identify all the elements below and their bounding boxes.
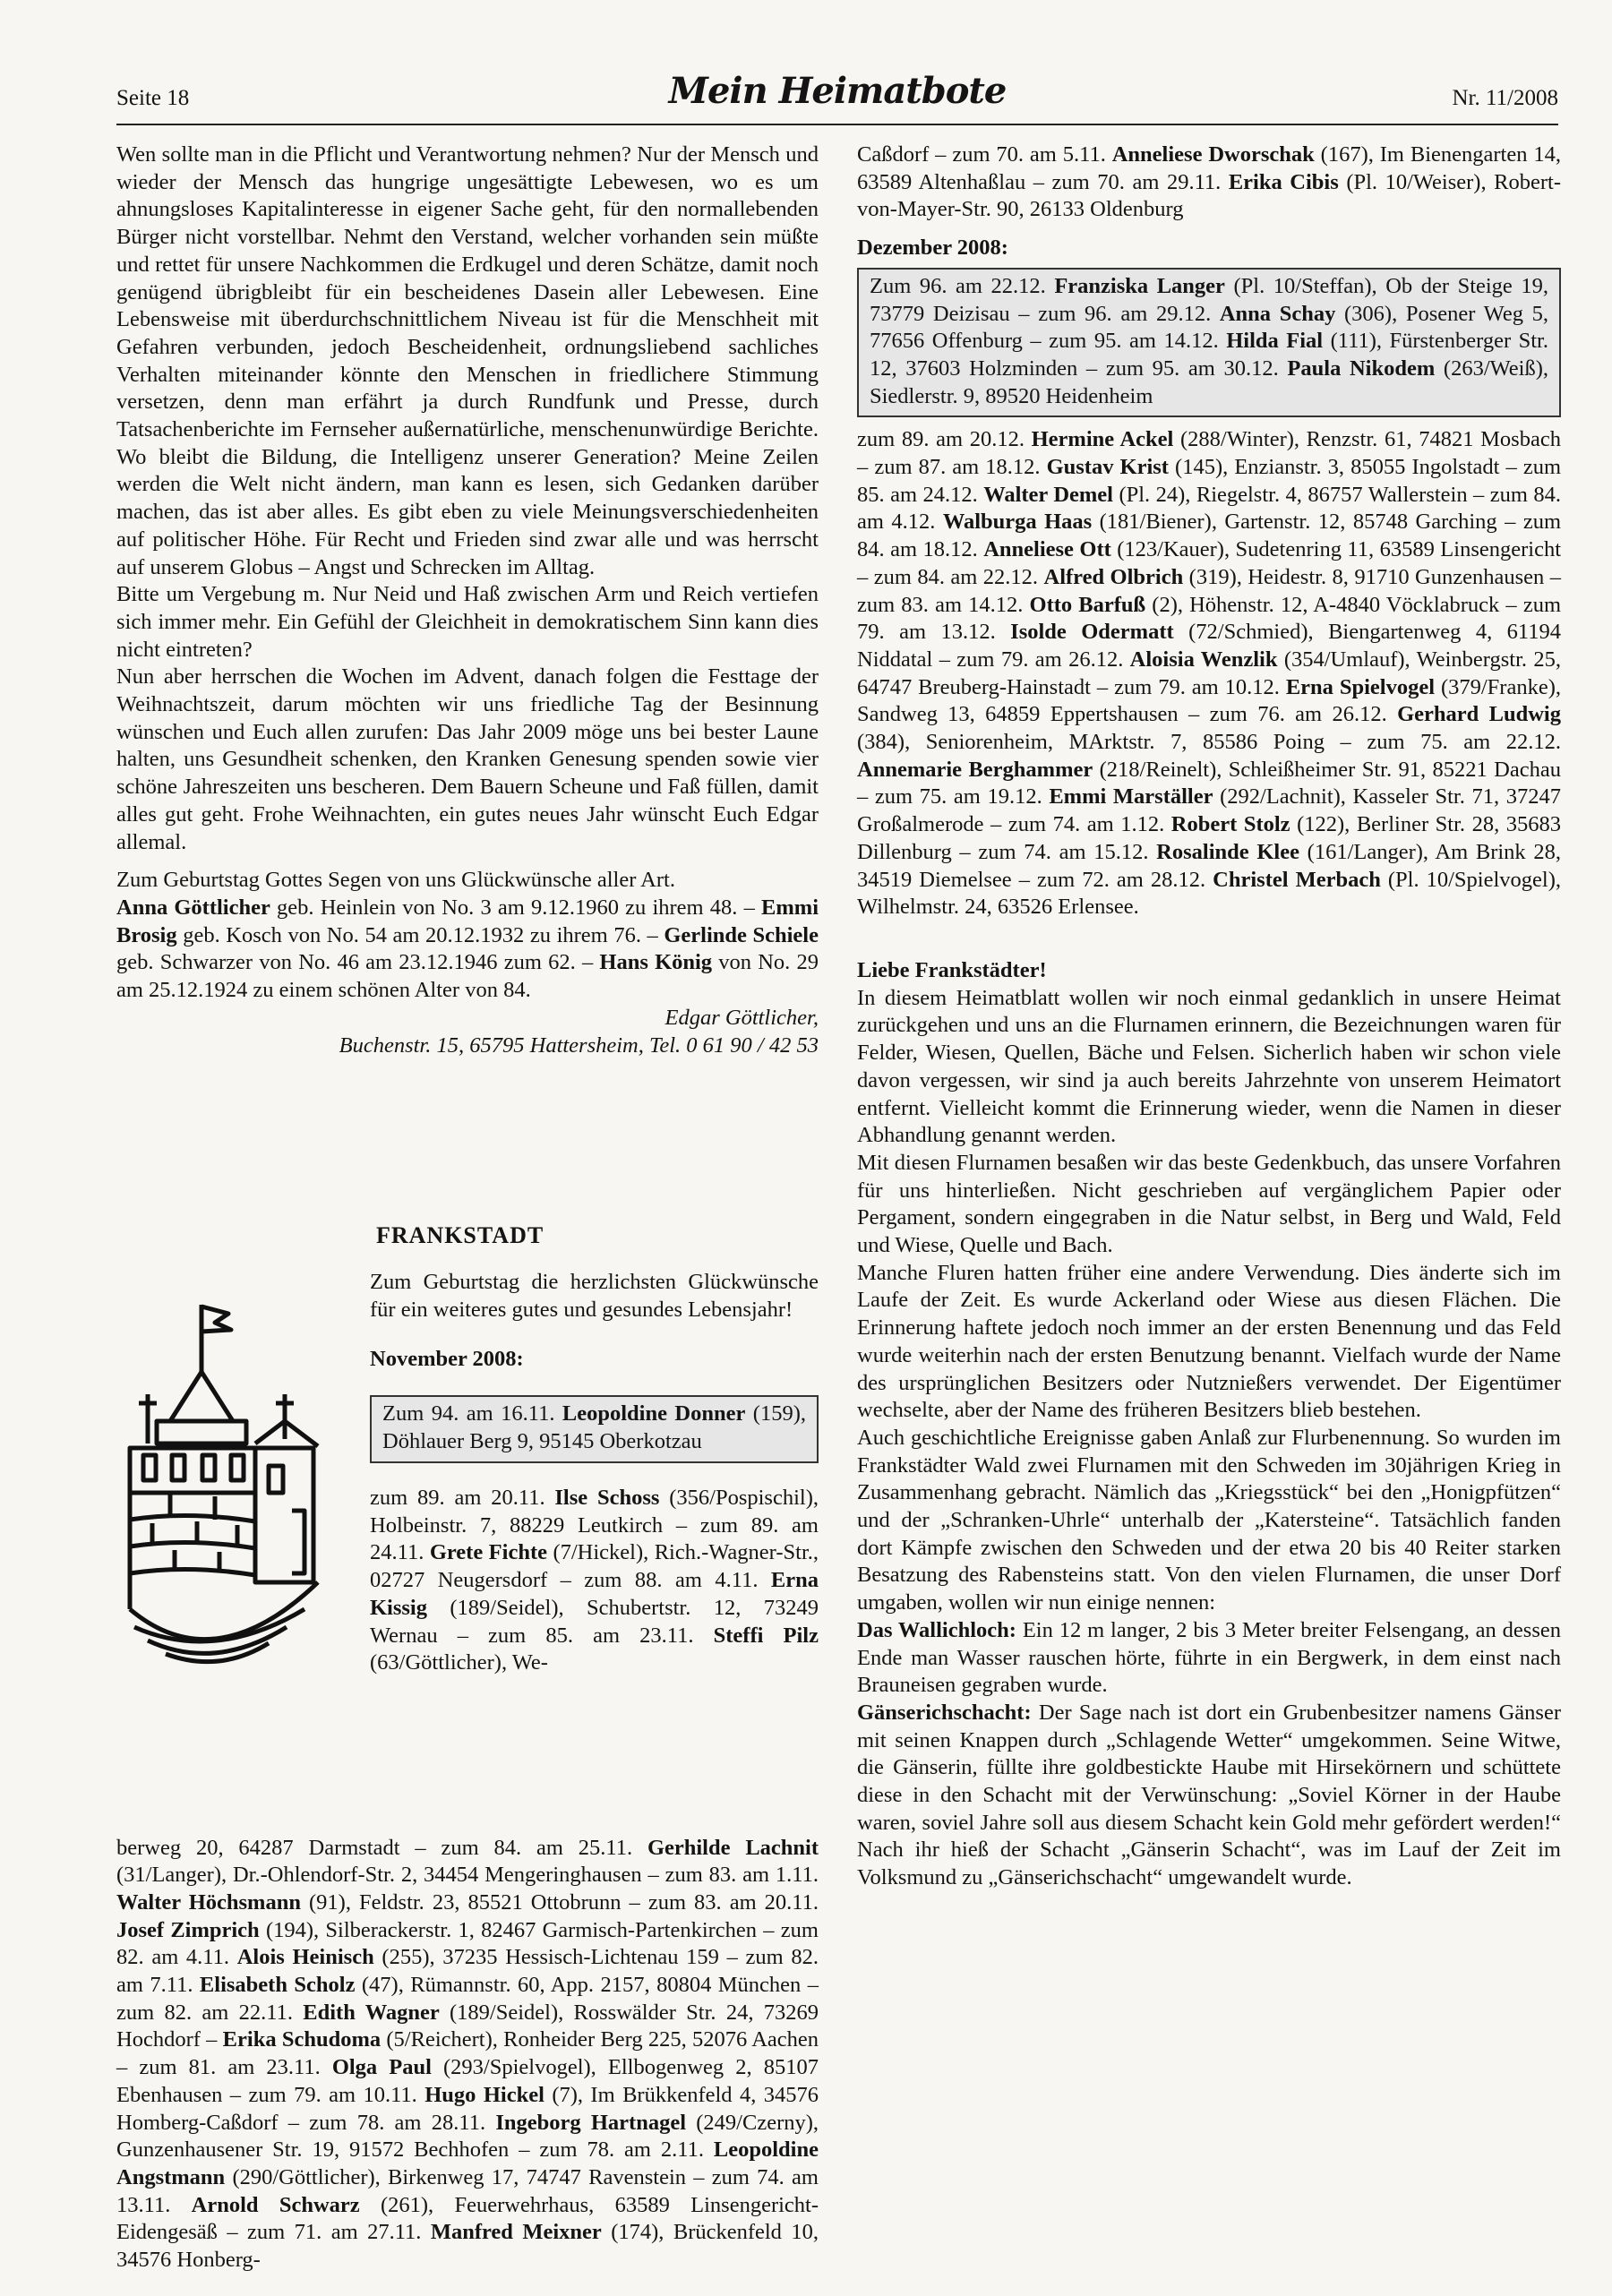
- december-list: zum 89. am 20.12. Hermine Ackel (288/Winter), Renzstr. 61, 74821 Mosbach – zum 87. am 18.12. Gustav Krist (145), Enzianstr. 3, 85055 Ingolstadt – zum 85. am 24.12. Walter Demel (Pl. 24), Riegelstr. 4, 86757 Wallerstein – zum 84. am 4.12. Walburga Haas (181/Biener), Gartenstr. 12, 85748 Garching – zum 84. am 18.12. Anneliese Ott (123/Kauer), Sudetenring 11, 63589 Linsengericht – zum 84. am 22.12. Alfred Olbrich (319), Heidestr. 8, 91710 Gunzenhausen – zum 83. am 14.12. Otto Barfuß (2), Höhenstr. 12, A-4840 Vöcklabruck – zum 79. am 13.12. Isolde Odermatt (72/Schmied), Biengartenweg 4, 61194 Niddatal – zum 79. am 26.12. Aloisia Wenzlik (354/Umlauf), Weinbergstr. 25, 64747 Breuberg-Hainstadt – zum 79. am 10.12. Erna Spielvogel (379/Franke), Sandweg 13, 64859 Eppertshausen – zum 76. am 26.12. Gerhard Ludwig (384), Seniorenheim, MArktstr. 7, 85586 Poing – zum 75. am 22.12. Annemarie Berghammer (218/Reinelt), Schleißheimer Str. 91, 85221 Dachau – zum 75. am 19.12. Emmi Marställer (292/Lachnit), Kasseler Str. 71, 37247 Großalmerode – zum 74. am 1.12. Robert Stolz (122), Berliner Str. 28, 35683 Dillenburg – zum 74. am 15.12. Rosalinde Klee (161/Langer), Am Brink 28, 34519 Diemelsee – zum 72. am 28.12. Christel Merbach (Pl. 10/Spielvogel), Wilhelmstr. 24, 63526 Erlensee.: [857, 427, 1562, 920]
- article-paragraph: Manche Fluren hatten früher eine andere Verwendung. Dies änderte sich im Laufe der Zeit. Es wurde Ackerland oder Wiese aus diesen Flächen. Die Erinnerung haftete jedoch noch immer an der ersten Benennung und das Feld wurde weiterhin nach der ersten Benutzung benannt. Vielfach wurde der Name des ursprünglichen Besitzers oder Nutznießers verwendet. Der Eigentümer wechselte, aber der Name des früheren Besitzers blieb bestehen.: [857, 1260, 1561, 1423]
- liebe-heading: Liebe Frankstädter!: [857, 957, 1047, 982]
- birthday-name: Emmi Brosig: [116, 895, 819, 947]
- issue-number: Nr. 11/2008: [1452, 86, 1558, 110]
- section-title: FRANKSTADT: [376, 1222, 544, 1248]
- november-list-side: zum 89. am 20.11. Ilse Schoss (356/Pospischil), Holbeinstr. 7, 88229 Leutkirch – zum 89. am 24.11. Grete Fichte (7/Hickel), Rich.-Wagner-Str., 02727 Neugersdorf – zum 88. am 4.11. Erna Kissig (189/Seidel), Schubertstr. 12, 73249 Wernau – zum 85. am 23.11. Steffi Pilz (63/Göttlicher), We-: [370, 1486, 819, 1675]
- december-heading: Dezember 2008:: [857, 236, 1008, 261]
- november-highlight-box: Zum 94. am 16.11. Leopoldine Donner (159), Döhlauer Berg 9, 95145 Oberkotzau: [370, 1395, 819, 1462]
- article-paragraph: Mit diesen Flurnamen besaßen wir das beste Gedenkbuch, das unsere Vorfahren für uns hinterließen. Nicht geschrieben auf vergänglichem Papier oder Pergament, sondern eingegraben in die Natur selbst, in Berg und Wald, Feld und Wiese, Quelle und Bach.: [857, 1150, 1561, 1258]
- masthead-title: Mein Heimatbote: [668, 70, 1007, 112]
- november-list-end: Caßdorf – zum 70. am 5.11. Anneliese Dworschak (167), Im Bienengarten 14, 63589 Altenhaßlau – zum 70. am 29.11. Erika Cibis (Pl. 10/Weiser), Robert-von-Mayer-Str. 90, 26133 Oldenburg: [857, 142, 1561, 222]
- birthday-name: Anna Göttlicher: [116, 895, 270, 920]
- intro-text: Zum Geburtstag die herzlichsten Glückwünsche für ein weiteres gutes und gesundes Lebensjahr!: [370, 1270, 819, 1322]
- definition-wallichloch: Das Wallichloch: Ein 12 m langer, 2 bis 3 Meter breiter Felsengang, an dessen Ende man Wasser rauschen hörte, führte in ein Bergwerk, in dem einst nach Brauneisen gegraben wurde.: [857, 1617, 1561, 1698]
- left-column: [116, 141, 819, 1059]
- page-header: [116, 70, 1558, 125]
- page-number: Seite 18: [116, 86, 190, 110]
- essay-paragraph: Wen sollte man in die Pflicht und Verantwortung nehmen? Nur der Mensch und wieder der Mensch das hungrige ungesättigte Lebewesen, wo es um ahnungsloses Kapitalinteresse in eigener Sache geht, für den normallebenden Bürger nicht vorstellbar. Nehmt den Verstand, welcher vorhanden sein müßte und rettet für unsere Nachkommen die Erdkugel und deren Schätze, damit noch genügend übrigbleibt für ein bescheidenes Dasein aller Lebewesen. Eine Lebensweise mit überdurchschnittlichem Niveau ist für die Menschheit mit Gefahren verbunden, jedoch Bescheidenheit, ordnungsliebend sachliches Verhalten miteinander könnte den Menschen in friedlichere Stimmung versetzen, denn man erfährt ja durch Rundfunk und Presse, durch Tatsachenberichte im Fernseher außernatürliche, menschenunwürdige Berichte. Wo bleibt die Bildung, die Intelligenz unserer Generation? Meine Zeilen werden die Welt nicht ändern, man kann es lesen, sich Gedanken darüber machen, das ist aber alles. Es gibt eben zu viele Meinungsverschiedenheiten auf politischer Höhe. Für Recht und Frieden sind zwar alle und was herrscht auf unserem Globus – Angst und Schrecken im Alltag.: [116, 142, 819, 579]
- november-heading: November 2008:: [370, 1346, 524, 1371]
- birthday-name: Hans König: [599, 950, 713, 975]
- essay-paragraph: Bitte um Vergebung m. Nur Neid und Haß zwischen Arm und Reich vertiefen sich immer mehr. Ein Gefühl der Gleichheit in demokratischem Sinn kann dies nicht eintreten?: [116, 582, 819, 662]
- november-list-continued: berweg 20, 64287 Darmstadt – zum 84. am 25.11. Gerhilde Lachnit (31/Langer), Dr.-Ohlendorf-Str. 2, 34454 Mengeringhausen – zum 83. am 1.11. Walter Höchsmann (91), Feldstr. 23, 85521 Ottobrunn – zum 83. am 20.11. Josef Zimprich (194), Silberackerstr. 1, 82467 Garmisch-Partenkirchen – zum 82. am 4.11. Alois Heinisch (255), 37235 Hessisch-Lichtenau 159 – zum 82. am 7.11. Elisabeth Scholz (47), Rümannstr. 60, App. 2157, 80804 München – zum 82. am 22.11. Edith Wagner (189/Seidel), Rosswälder Str. 24, 73269 Hochdorf – Erika Schudoma (5/Reichert), Ronheider Berg 225, 52076 Aachen – zum 81. am 23.11. Olga Paul (293/Spielvogel), Ellbogenweg 2, 85107 Ebenhausen – zum 79. am 10.11. Hugo Hickel (7), Im Brükkenfeld 4, 34576 Homberg-Caßdorf – zum 78. am 28.11. Ingeborg Hartnagel (249/Czerny), Gunzenhausener Str. 19, 91572 Bechhofen – zum 78. am 2.11. Leopoldine Angstmann (290/Göttlicher), Birkenweg 17, 74747 Ravenstein – zum 74. am 13.11. Arnold Schwarz (261), Feuerwehrhaus, 63589 Linsengericht-Eidengesäß – zum 71. am 27.11. Manfred Meixner (174), Brückenfeld 10, 34576 Honberg-: [116, 1835, 819, 2273]
- frankstadt-intro-column: [370, 1222, 819, 1699]
- right-column: [857, 141, 1561, 1892]
- birthday-greeting: Zum Geburtstag Gottes Segen von uns Glückwünsche aller Art. Anna Göttlicher geb. Heinlein von No. 3 am 9.12.1960 zu ihrem 48. – Emmi Brosig geb. Kosch von No. 54 am 20.12.1932 zu ihrem 76. – Gerlinde Schiele geb. Schwarzer von No. 46 am 23.12.1946 zum 62. – Hans König von No. 29 am 25.12.1924 zu einem schönen Alter von 84.: [116, 868, 819, 1003]
- signature-address: Buchenstr. 15, 65795 Hattersheim, Tel. 0 61 90 / 42 53: [339, 1032, 819, 1058]
- signature-name: Edgar Göttlicher,: [665, 1005, 819, 1030]
- definition-gaenserichschacht: Gänserichschacht: Der Sage nach ist dort ein Grubenbesitzer namens Gänser mit seinen Knappen durch „Schlagende Wetter“ umgekommen. Seine Witwe, die Gänserin, füllte ihre goldbestickte Haube mit Hirsekörnern und schüttete diese in den Schacht mit der Verwünschung: „Soviel Körner in der Haube waren, soviel Jahre soll aus diesem Schacht kein Gold mehr gefördert werden!“ Nach ihr hieß der Schacht „Gänserin Schacht“, was im Lauf der Zeit im Volksmund zu „Gänserichschacht“ umgewandelt wurde.: [857, 1700, 1561, 1890]
- essay-paragraph: Nun aber herrschen die Wochen im Advent, danach folgen die Festtage der Weihnachtszeit, darum möchten wir uns friedliche Tag der Besinnung wünschen und Euch allen zurufen: Das Jahr 2009 möge uns bei bester Laune halten, uns Gesundheit schenken, den Kranken Genesung spenden sowie vier schöne Jahreszeiten uns bescheren. Dem Bauern Scheune und Faß füllen, damit alles gut geht. Frohe Weihnachten, ein gutes neues Jahr wünscht Euch Edgar allemal.: [116, 664, 819, 854]
- article-paragraph: In diesem Heimatblatt wollen wir noch einmal gedanklich in unsere Heimat zurückgehen und uns an die Flurnamen erinnern, die Bezeichnungen waren für Felder, Wiesen, Quellen, Bäche und Felsen. Sicherlich haben wir schon viele davon vergessen, wir sind ja auch bereits Jahrzehnte von unserem Heimatort entfernt. Vielleicht kommt die Erinnerung wieder, wenn die Namen in dieser Abhandlung genannt werden.: [857, 985, 1561, 1148]
- article-paragraph: Auch geschichtliche Ereignisse gaben Anlaß zur Flurbenennung. So wurden im Frankstädter Wald zwei Flurnamen mit den Schweden im 30jährigen Krieg in Zusammenhang gebracht. Nämlich das „Kriegsstück“ bei den „Honigpfützen“ und der „Schranken-Uhrle“ unterhalb der „Katersteine“. Tatsächlich fanden dort Kämpfe zwischen den Schweden und der etwa 20 bis 40 Reiter starken Besatzung des Rabensteins statt. Von den vielen Flurnamen, die unser Dorf umgaben, wollen wir nun einige nennen:: [857, 1425, 1561, 1615]
- birthday-name: Gerlinde Schiele: [664, 922, 819, 947]
- december-highlight-box: Zum 96. am 22.12. Franziska Langer (Pl. 10/Steffan), Ob der Steige 19, 73779 Deizisau – zum 96. am 29.12. Anna Schay (306), Posener Weg 5, 77656 Offenburg – zum 95. am 14.12. Hilda Fial (111), Fürstenberger Str. 12, 37603 Holzminden – zum 95. am 30.12. Paula Nikodem (263/Weiß), Siedlerstr. 9, 89520 Heidenheim: [857, 268, 1561, 418]
- town-crest-icon: [116, 1287, 376, 1681]
- birthday-name: Leopoldine Donner: [562, 1401, 746, 1426]
